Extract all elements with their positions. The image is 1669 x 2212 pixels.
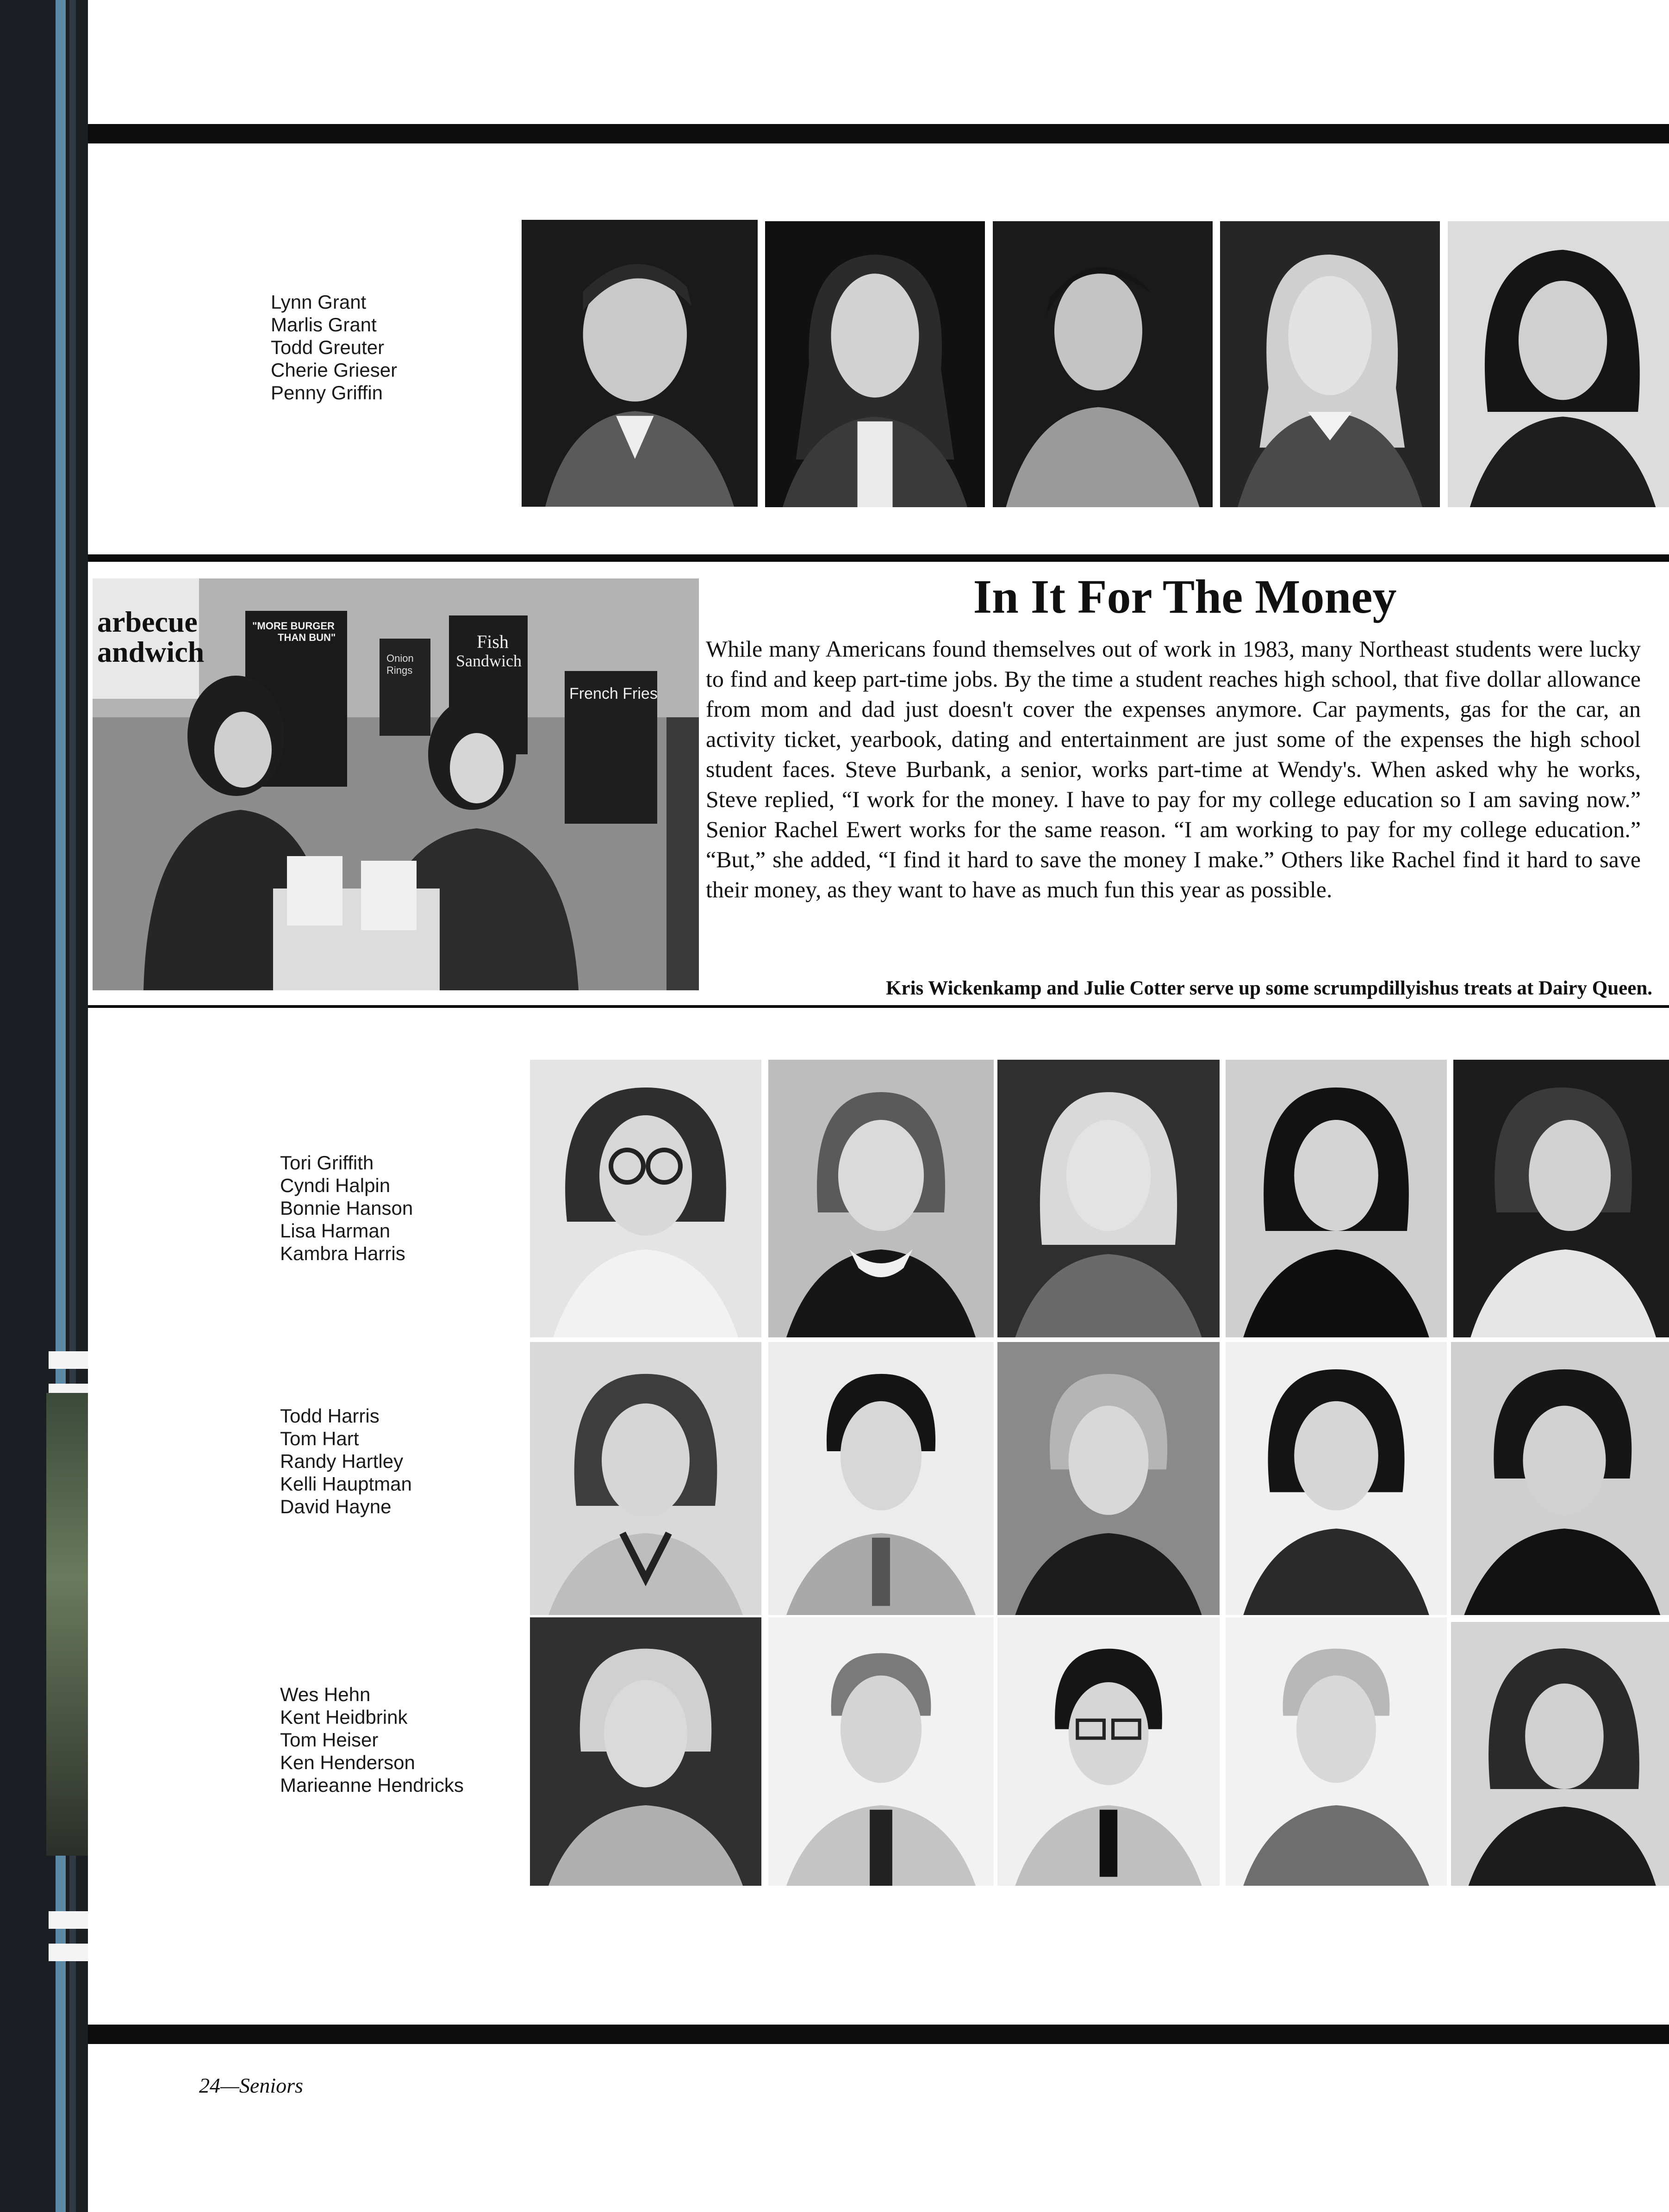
svg-text:Sandwich: Sandwich [456, 652, 522, 670]
sign-fish: Fish [477, 631, 509, 652]
feature-bottom-rule [88, 1005, 1669, 1008]
student-name: Kent Heidbrink [280, 1706, 408, 1728]
student-name: Tori Griffith [280, 1152, 374, 1174]
student-name: Todd Greuter [271, 336, 385, 358]
portrait-photo [1226, 1342, 1447, 1615]
portrait-photo [1451, 1622, 1669, 1886]
sign-fries: French Fries [569, 685, 658, 702]
portrait-photo [997, 1060, 1220, 1337]
name-list-1 [271, 291, 397, 404]
binding-tab [49, 1944, 88, 1961]
student-name: Lynn Grant [271, 291, 367, 313]
binding-photo-strip [46, 1393, 88, 1856]
name-list-2 [280, 1151, 413, 1265]
portrait-photo [522, 220, 758, 507]
portrait-photo [530, 1060, 761, 1337]
portrait-photo [1220, 221, 1440, 507]
portrait-photo [1451, 1342, 1669, 1615]
feature-photo-caption: Kris Wickenkamp and Julie Cotter serve up some scrumpdillyishus treats at Dairy Queen. [886, 977, 1652, 999]
portrait-photo [768, 1342, 994, 1615]
portrait-photo [530, 1617, 761, 1886]
binding-shadow [69, 0, 76, 2212]
student-name: Wes Hehn [280, 1684, 371, 1705]
svg-text:Rings: Rings [386, 665, 413, 676]
name-list-3 [280, 1404, 412, 1518]
portrait-photo [765, 221, 985, 507]
svg-text:THAN BUN": THAN BUN" [278, 632, 336, 643]
student-name: Todd Harris [280, 1405, 380, 1427]
student-name: Tom Heiser [280, 1729, 379, 1751]
portrait-photo [993, 221, 1213, 507]
binding-edge [56, 0, 66, 2212]
student-name: David Hayne [280, 1496, 392, 1517]
portrait-photo [768, 1060, 994, 1337]
binding-tab [49, 1911, 88, 1929]
student-name: Marlis Grant [271, 314, 377, 336]
portrait-photo [997, 1342, 1220, 1615]
student-name: Lisa Harman [280, 1220, 391, 1242]
student-name: Tom Hart [280, 1428, 359, 1449]
name-list-4 [280, 1683, 464, 1796]
student-name: Kambra Harris [280, 1243, 405, 1264]
portrait-photo [1448, 221, 1669, 507]
portrait-photo [1453, 1060, 1669, 1337]
top-rule [88, 124, 1669, 143]
feature-headline: In It For The Money [973, 570, 1397, 623]
student-name: Kelli Hauptman [280, 1473, 412, 1495]
student-name: Randy Hartley [280, 1450, 404, 1472]
student-name: Cherie Grieser [271, 359, 398, 381]
portrait-photo [768, 1617, 994, 1886]
bottom-rule [88, 2025, 1669, 2044]
student-name: Penny Griffin [271, 382, 383, 404]
feature-photo-dairy-queen [93, 578, 699, 990]
page-binding [0, 0, 88, 2212]
portrait-photo [1226, 1617, 1447, 1886]
svg-text:andwich: andwich [97, 635, 205, 668]
student-name: Ken Henderson [280, 1752, 415, 1773]
feature-body-text: While many Americans found themselves out of work in 1983, many Northeast students were lucky to find and keep part-time jobs. By the time a student reaches high school, that five dollar allowance from mom and dad just doesn't cover the expenses anymore. Car payments, gas for the car, an activity ticket, yearbook, dating and entertainment are just some of the expenses the high school student faces. Steve Burbank, a senior, works part-time at Wendy's. When asked why he works, Steve replied, “I work for the money. I have to pay for my college education so I am saving now.” Senior Rachel Ewert works for the same reason. “I am working to pay for my college education.” “But,” she added, “I find it hard to save the money I make.” Others like Rachel find it hard to save their money, as they want to have as much fun this year as possible. [706, 636, 1641, 902]
portrait-photo [1226, 1060, 1447, 1337]
binding-tab [49, 1351, 88, 1369]
sign-burger: "MORE BURGER [252, 620, 335, 632]
student-name: Cyndi Halpin [280, 1174, 391, 1196]
student-name: Bonnie Hanson [280, 1197, 413, 1219]
sign-bbq: arbecue [97, 605, 198, 638]
page-folio: 24—Seniors [199, 2074, 303, 2097]
sign-onion: Onion [386, 652, 414, 664]
portrait-photo [530, 1342, 761, 1615]
portrait-photo [997, 1617, 1220, 1886]
student-name: Marieanne Hendricks [280, 1774, 464, 1796]
feature-top-rule [88, 554, 1669, 562]
